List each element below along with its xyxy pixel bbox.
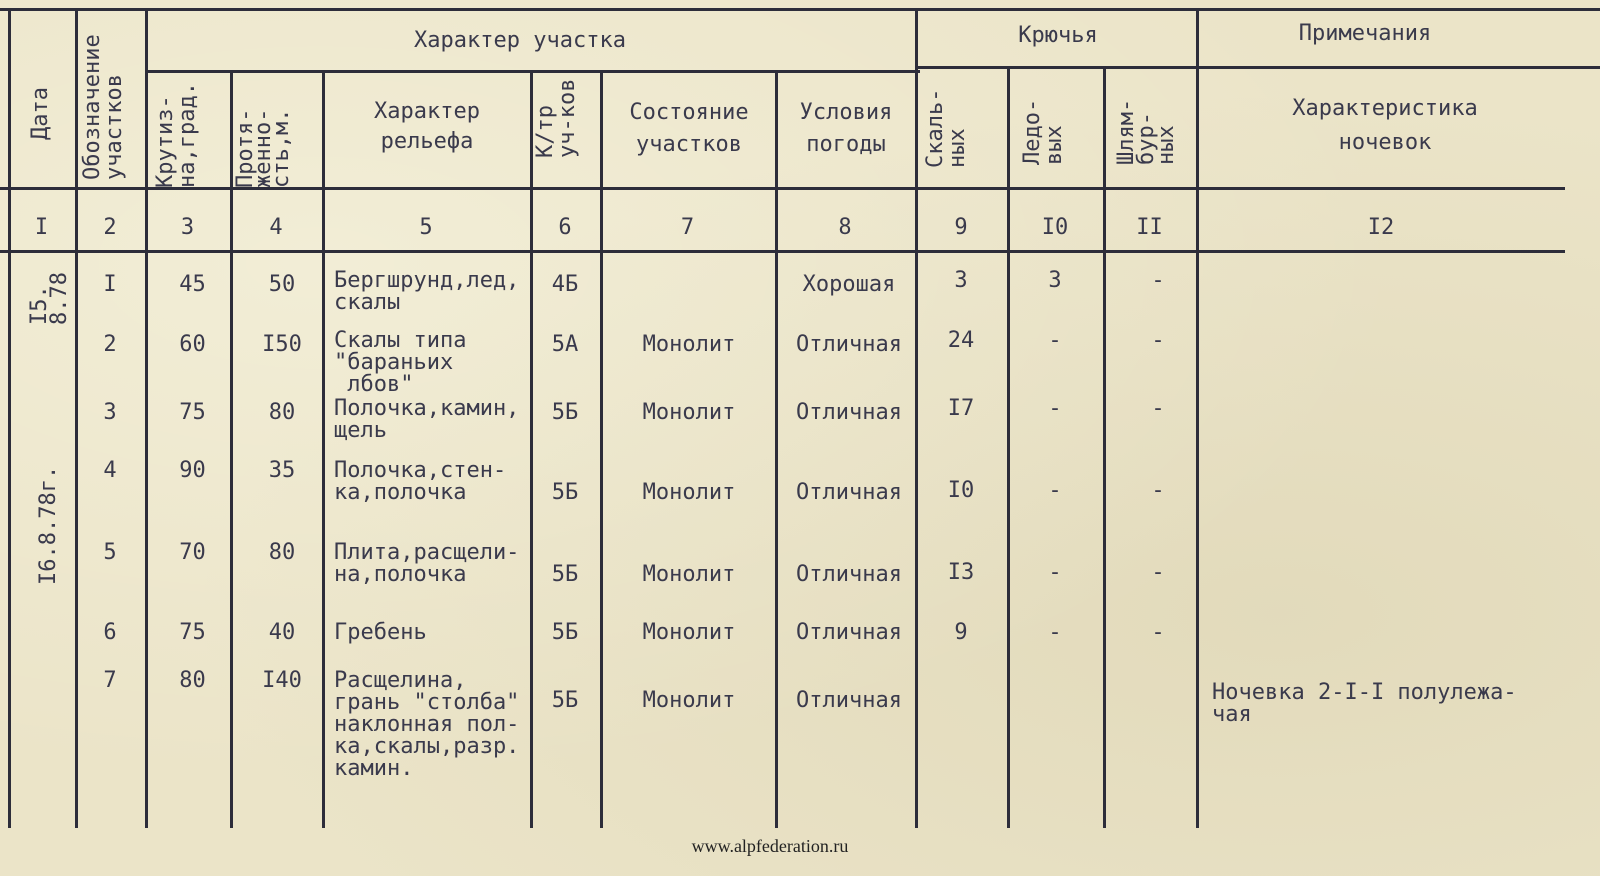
cell-len: 50: [268, 272, 296, 297]
cell-len: I50: [262, 332, 302, 357]
header-bivouac: Характеристика ночевок: [1292, 96, 1478, 155]
cell-weather: Отличная: [796, 400, 902, 425]
cell-ice: -: [1048, 396, 1062, 421]
cell-relief: Полочка,камин, щель: [334, 396, 520, 443]
cell-steep: 75: [179, 620, 206, 645]
cell-ice: -: [1048, 560, 1062, 585]
cell-cond: Монолит: [642, 688, 736, 713]
cell-n: 6: [103, 620, 117, 645]
header-date: Дата: [28, 87, 53, 140]
cell-len: 35: [268, 458, 296, 483]
header-notes: Примечания: [1298, 21, 1432, 46]
cell-ice: 3: [1048, 268, 1062, 293]
header-weather: Условия погоды: [799, 100, 893, 157]
header-subline-notes: [1198, 66, 1600, 69]
cell-ice: -: [1048, 328, 1062, 353]
cell-rock: I7: [947, 396, 975, 421]
col-divider-4: [322, 70, 325, 828]
cell-ice: -: [1048, 478, 1062, 503]
cell-relief: Бергшрунд,лед, скалы: [334, 268, 520, 315]
col-number: I0: [1041, 215, 1069, 240]
cell-steep: 80: [179, 668, 206, 693]
cell-weather: Хорошая: [802, 272, 896, 297]
cell-bolt: -: [1151, 478, 1165, 503]
col-number: 2: [103, 215, 117, 240]
cell-weather: Отличная: [796, 688, 902, 713]
cell-relief: Скалы типа "бараньих лбов": [334, 328, 467, 397]
cell-weather: Отличная: [796, 332, 902, 357]
col-number: 8: [838, 215, 852, 240]
cell-cat: 5Б: [551, 688, 579, 713]
cell-bolt: -: [1151, 560, 1165, 585]
cell-n: 3: [103, 400, 117, 425]
col-divider-7: [775, 70, 778, 828]
col-divider-10: [1103, 66, 1106, 828]
cell-rock: 3: [954, 268, 968, 293]
cell-n: 2: [103, 332, 117, 357]
col-number: I2: [1367, 215, 1395, 240]
col-number: I: [34, 215, 49, 240]
date-second-day: I6.8.78г.: [36, 465, 61, 585]
cell-len: 40: [268, 620, 296, 645]
date-first-day: I5. 8.78: [27, 272, 72, 325]
cell-steep: 60: [179, 332, 206, 357]
cell-cat: 5Б: [551, 480, 579, 505]
header-condition: Состояние участков: [629, 100, 749, 157]
cell-cond: Монолит: [642, 400, 736, 425]
cell-weather: Отличная: [796, 562, 902, 587]
cell-relief: Полочка,стен- ка,полочка: [334, 458, 507, 505]
header-rock-pitons: Скаль- ных: [923, 88, 970, 168]
cell-rock: 9: [954, 620, 968, 645]
cell-cond: Монолит: [642, 620, 736, 645]
cell-n: 7: [103, 668, 117, 693]
left-border: [8, 8, 11, 828]
numbers-bottom-line: [0, 250, 1565, 253]
cell-cat: 5Б: [551, 400, 579, 425]
cell-cond: Монолит: [642, 332, 736, 357]
cell-steep: 90: [179, 458, 206, 483]
cell-cat: 4Б: [551, 272, 579, 297]
cell-ice: -: [1048, 620, 1062, 645]
cell-relief: Гребень: [334, 620, 427, 645]
header-subline-pitons: [915, 66, 1200, 69]
cell-steep: 75: [179, 400, 206, 425]
col-number: 3: [180, 215, 195, 240]
cell-bolt: -: [1151, 396, 1165, 421]
header-sections: Обозначение участков: [80, 34, 127, 180]
cell-rock: 24: [947, 328, 975, 353]
cell-n: I: [103, 272, 117, 297]
watermark: www.alpfederation.ru: [691, 836, 849, 856]
col-number: 6: [558, 215, 572, 240]
header-steepness: Крутиз- на,град.: [153, 82, 200, 188]
cell-weather: Отличная: [796, 480, 902, 505]
cell-steep: 45: [179, 272, 206, 297]
cell-steep: 70: [179, 540, 206, 565]
cell-cat: 5А: [551, 332, 579, 357]
cell-bolt: -: [1151, 620, 1165, 645]
top-border: [0, 8, 1600, 11]
col-number: 5: [419, 215, 433, 240]
col-number: 9: [954, 215, 968, 240]
cell-n: 4: [103, 458, 117, 483]
cell-rock: I3: [947, 560, 975, 585]
cell-rock: I0: [947, 478, 975, 503]
col-number: II: [1136, 215, 1163, 240]
cell-note: Ночевка 2-I-I полулежа- чая: [1212, 680, 1517, 727]
cell-len: 80: [268, 400, 296, 425]
cell-weather: Отличная: [796, 620, 902, 645]
cell-n: 5: [103, 540, 117, 565]
col-number: 7: [680, 215, 695, 240]
header-pitons: Крючья: [1018, 23, 1098, 48]
cell-cond: Монолит: [642, 480, 736, 505]
col-number: 4: [269, 215, 283, 240]
header-length: Протя- женно- сть,м.: [233, 108, 294, 188]
cell-bolt: -: [1151, 328, 1165, 353]
cell-len: I40: [262, 668, 302, 693]
cell-len: 80: [268, 540, 296, 565]
header-bolt-pitons: Шлям- бур- ных: [1114, 98, 1179, 165]
cell-cat: 5Б: [551, 620, 579, 645]
header-ice-pitons: Ледо- вых: [1020, 98, 1067, 165]
header-relief: Характер рельефа: [374, 99, 480, 154]
cell-relief: Расщелина, грань "столба" наклонная пол- ка,скалы,разр. камин.: [334, 668, 520, 781]
header-category: К/тр уч-ков: [533, 78, 580, 158]
col-divider-6: [600, 70, 603, 828]
cell-relief: Плита,расщели- на,полочка: [334, 540, 520, 587]
header-character: Характер участка: [414, 28, 626, 53]
cell-bolt: -: [1151, 268, 1165, 293]
cell-cond: Монолит: [642, 562, 736, 587]
col-divider-9: [1007, 66, 1010, 828]
cell-cat: 5Б: [551, 562, 579, 587]
